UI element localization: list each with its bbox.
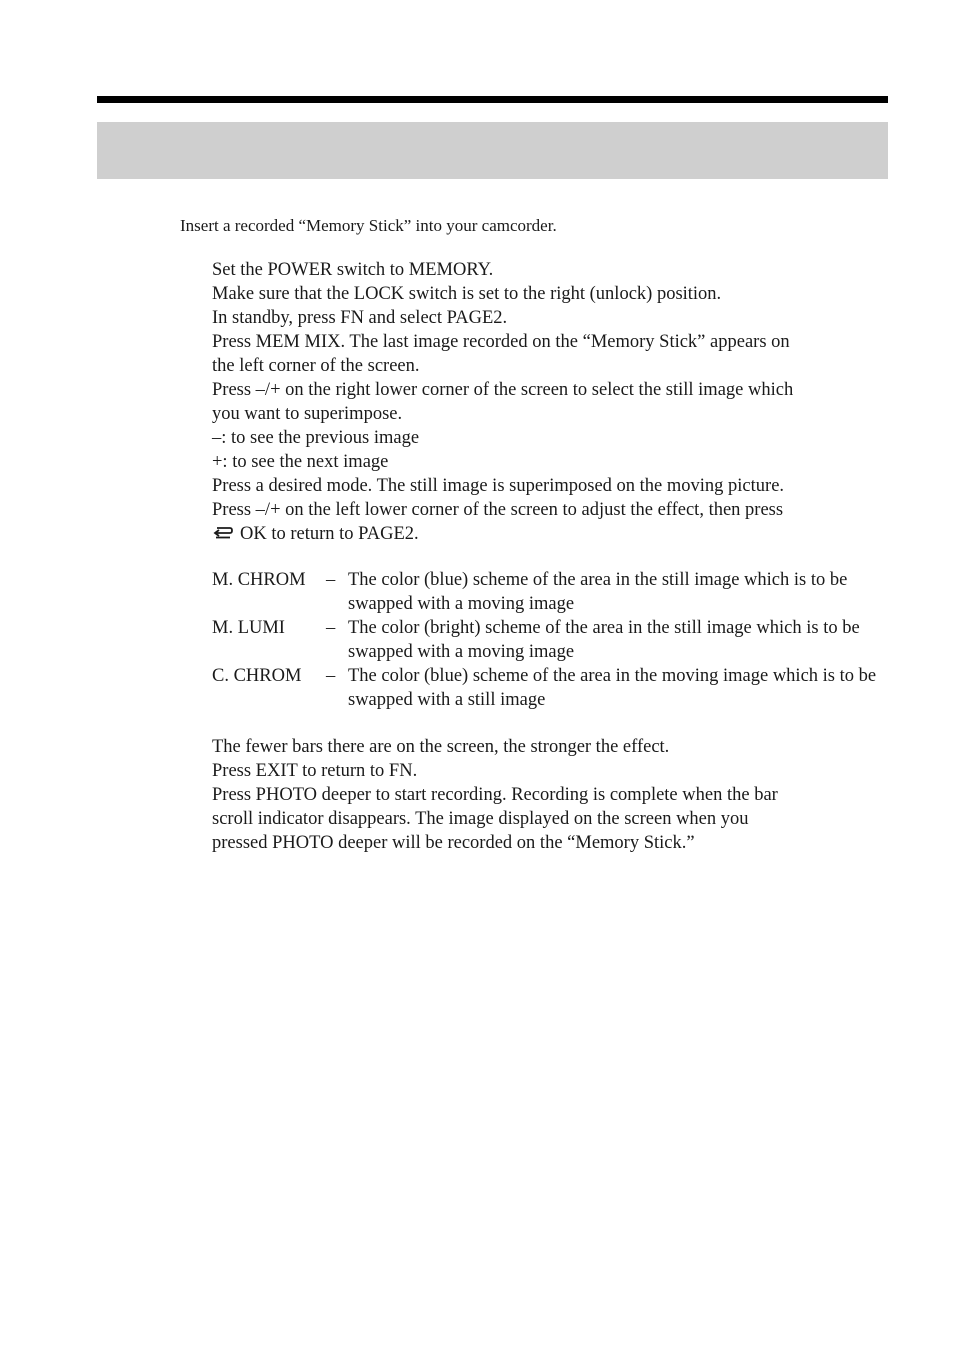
step-photo-cont: scroll indicator disappears. The image displayed on the screen when you [212, 809, 749, 829]
step-adjust: Press –/+ on the left lower corner of the screen to adjust the effect, then press [212, 500, 784, 520]
mode-row-m-lumi [212, 616, 888, 664]
step-fn: In standby, press FN and select PAGE2. [212, 308, 508, 328]
mode-description: The color (blue) scheme of the area in the moving image which is to be swapped with a still image [348, 666, 877, 710]
plus-hint: +: to see the next image [212, 452, 389, 472]
step-mem-mix: Press MEM MIX. The last image recorded on the “Memory Stick” appears on [212, 332, 790, 352]
step-mem-mix-cont: the left corner of the screen. [212, 356, 420, 376]
step-photo: Press PHOTO deeper to start recording. Recording is complete when the bar [212, 785, 778, 805]
minus-hint: –: to see the previous image [212, 428, 420, 448]
title-band [97, 122, 888, 179]
mode-name: C. CHROM [212, 666, 302, 686]
step-power: Set the POWER switch to MEMORY. [212, 260, 494, 280]
step-select: Press –/+ on the right lower corner of the screen to select the still image which [212, 380, 794, 400]
step-mode: Press a desired mode. The still image is superimposed on the moving picture. [212, 476, 785, 496]
step-select-cont: you want to superimpose. [212, 404, 403, 424]
mode-name: M. LUMI [212, 618, 285, 638]
step-adjust-cont [212, 522, 888, 546]
mode-description: The color (blue) scheme of the area in the still image which is to be swapped with a moving image [348, 570, 848, 614]
intro-text: Insert a recorded “Memory Stick” into your camcorder. [180, 216, 557, 235]
effect-note: The fewer bars there are on the screen, the stronger the effect. [212, 737, 670, 757]
step-exit: Press EXIT to return to FN. [212, 761, 418, 781]
header-rule [97, 96, 888, 103]
step-lock: Make sure that the LOCK switch is set to the right (unlock) position. [212, 284, 722, 304]
mode-table [212, 568, 888, 712]
post-steps [212, 735, 888, 855]
mode-name: M. CHROM [212, 570, 306, 590]
mode-description: The color (bright) scheme of the area in the still image which is to be swapped with a moving image [348, 618, 860, 662]
mode-row-c-chrom [212, 664, 888, 712]
step-adjust-ok-text: OK to return to PAGE2. [240, 524, 419, 544]
mode-dash: – [326, 618, 336, 638]
return-arrow-icon [212, 525, 234, 541]
mode-dash: – [326, 666, 336, 686]
mode-row-m-chrom [212, 568, 888, 616]
mode-dash: – [326, 570, 336, 590]
step-photo-cont-2: pressed PHOTO deeper will be recorded on the “Memory Stick.” [212, 833, 695, 853]
procedure-steps [212, 258, 888, 546]
